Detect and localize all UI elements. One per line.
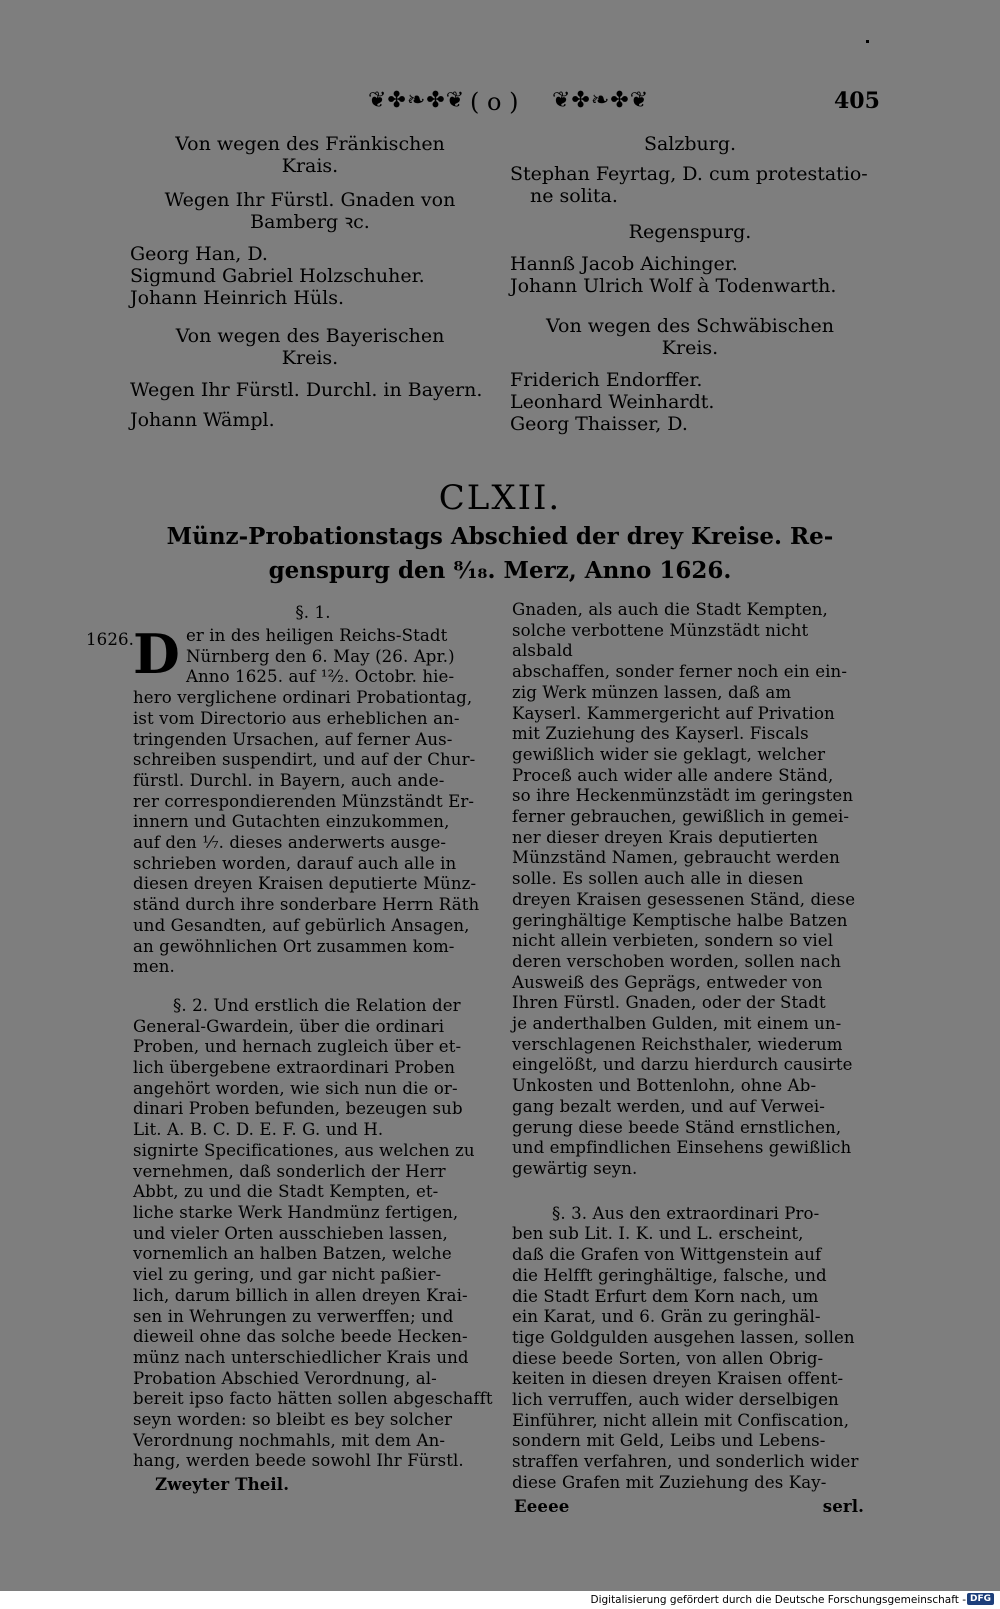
body-line: gewärtig seyn.: [512, 1158, 638, 1178]
body-line: lich verruffen, auch wider derselbigen: [512, 1390, 839, 1410]
header-ornament-left: ❦✤❧✤❦: [368, 88, 466, 113]
page-number: 405: [834, 88, 880, 114]
body-line: angehört worden, wie sich nun die or-: [133, 1078, 458, 1098]
body-line: §. 2. Und erstlich die Relation der: [173, 995, 461, 1015]
body-line: Anno 1625. auf ¹²⁄₂. Octobr. hie-: [185, 667, 455, 687]
body-line: je anderthalben Gulden, mit einem un-: [512, 1014, 842, 1034]
body-line: Ausweiß des Geprägs, entweder von: [512, 972, 823, 992]
body-line: §. 3. Aus den extraordinari Pro-: [552, 1203, 820, 1223]
signatory-name: Johann Heinrich Hüls.: [130, 287, 345, 309]
subheading-bamberg-line2: Bamberg ꝛc.: [250, 211, 370, 233]
signatory-name: Johann Wämpl.: [130, 409, 275, 431]
body-line: dieweil ohne das solche beede Hecken-: [133, 1327, 468, 1347]
body-line: die Stadt Erfurt dem Korn nach, um: [512, 1286, 819, 1306]
signature-mark: Eeeee: [514, 1495, 570, 1516]
dfg-logo-icon[interactable]: DFG: [967, 1593, 994, 1605]
body-line: Unkosten und Bottenlohn, ohne Ab-: [512, 1076, 817, 1096]
body-line: General-Gwardein, über die ordinari: [133, 1016, 445, 1036]
body-line: diese Grafen mit Zuziehung des Kay-: [512, 1472, 827, 1492]
body-line: münz nach unterschiedlicher Krais und: [133, 1347, 469, 1367]
signature-line: Zweyter Theil.: [155, 1474, 290, 1495]
section-1-label: §. 1.: [295, 603, 331, 622]
heading-regenspurg: Regenspurg.: [628, 221, 752, 243]
header-ornament-right: ❦✤❧✤❦: [552, 88, 650, 113]
body-line: viel zu gering, und gar nicht paßier-: [133, 1265, 442, 1285]
body-line: innern und Gutachten einzukommen,: [133, 812, 450, 832]
body-line: gewißlich wider sie geklagt, welcher: [512, 744, 826, 764]
body-line: auf den ¹⁄₇. dieses anderwerts ausge-: [133, 833, 447, 853]
heading-fraenkisch-line2: Krais.: [281, 155, 339, 177]
body-line: Abbt, zu und die Stadt Kempten, et-: [133, 1182, 439, 1202]
body-line: Proceß auch wider alle andere Ständ,: [512, 765, 834, 785]
body-line: keiten in diesen dreyen Kraisen offent-: [512, 1369, 844, 1389]
body-line: und Gesandten, auf gebürlich Ansagen,: [133, 915, 470, 935]
signatory-name: Stephan Feyrtag, D. cum protestatio-: [510, 163, 868, 185]
body-line: Gnaden, als auch die Stadt Kempten,: [512, 600, 828, 619]
body-line: Proben, und hernach zugleich über et-: [133, 1037, 462, 1057]
body-line: seyn worden: so bleibt es bey solcher: [133, 1410, 453, 1430]
body-line: an gewöhnlichen Ort zusammen kom-: [133, 936, 455, 956]
body-line: und empfindlichen Einsehens gewißlich: [512, 1138, 852, 1158]
right-signatories: [510, 133, 870, 435]
catchword: serl.: [822, 1495, 864, 1516]
body-line: geringhältige Kemptische halbe Batzen: [512, 910, 848, 930]
body-line: diesen dreyen Kraisen deputierte Münz-: [133, 874, 477, 894]
body-line: diese beede Sorten, von allen Obrig-: [512, 1348, 824, 1368]
body-line: Ihren Fürstl. Gnaden, oder der Stadt: [512, 993, 826, 1013]
body-line: rer correspondierenden Münzständt Er-: [133, 791, 475, 811]
body-line: dinari Proben befunden, bezeugen sub: [133, 1099, 463, 1119]
heading-bayerisch: Von wegen des Bayerischen: [175, 325, 445, 347]
body-line: schrieben worden, darauf auch alle in: [133, 853, 457, 873]
heading-bayerisch-line2: Kreis.: [281, 347, 339, 369]
body-line: bereit ipso facto hätten sollen abgeschafft: [133, 1389, 493, 1409]
body-line: er in des heiligen Reichs-Stadt: [185, 626, 448, 645]
body-line: Lit. A. B. C. D. E. F. G. und H.: [133, 1120, 384, 1140]
body-line: tringenden Ursachen, auf ferner Aus-: [133, 729, 453, 749]
signatory-name: Friderich Endorffer.: [510, 369, 703, 391]
body-line: verschlagenen Reichsthaler, wiederum: [512, 1034, 843, 1054]
body-line: Probation Abschied Verordnung, al-: [133, 1368, 437, 1388]
body-line: Kayserl. Kammergericht auf Privation: [512, 703, 835, 723]
body-line: Münzständ Namen, gebraucht werden: [512, 848, 840, 868]
signatory-name-cont: ne solita.: [530, 185, 618, 207]
body-line: hero verglichene ordinari Probationtag,: [133, 688, 473, 708]
body-line: abschaffen, sonder ferner noch ein ein-: [512, 662, 848, 682]
chapter-title-line2: genspurg den ⁸⁄₁₈. Merz, Anno 1626.: [268, 557, 732, 584]
signatory-name: Sigmund Gabriel Holzschuher.: [130, 265, 425, 287]
body-line: liche starke Werk Handmünz fertigen,: [133, 1202, 459, 1222]
heading-schwaebisch: Von wegen des Schwäbischen: [546, 315, 834, 337]
body-line: men.: [133, 957, 175, 977]
body-line: hang, werden beede sowohl Ihr Fürstl.: [133, 1451, 464, 1471]
running-head: ( o ): [470, 88, 519, 116]
body-line: ferner gebrauchen, gewißlich in gemei-: [512, 807, 850, 827]
signatory-name: Georg Thaisser, D.: [510, 413, 688, 435]
body-line: die Helfft geringhältige, falsche, und: [512, 1265, 827, 1285]
body-line: fürstl. Durchl. in Bayern, auch ande-: [133, 770, 445, 790]
subheading-bayern: Wegen Ihr Fürstl. Durchl. in Bayern.: [130, 379, 483, 401]
signatory-name: Hannß Jacob Aichinger.: [510, 253, 738, 275]
body-line: solche verbottene Münzstädt nicht alsbald: [512, 620, 809, 661]
drop-cap: D: [133, 622, 180, 686]
body-line: solle. Es sollen auch alle in diesen: [512, 869, 804, 889]
body-line: gerung diese beede Ständ ernstlichen,: [512, 1117, 842, 1137]
body-line: sondern mit Geld, Leibs und Lebens-: [512, 1431, 826, 1451]
subheading-bamberg: Wegen Ihr Fürstl. Gnaden von: [164, 189, 456, 211]
body-line: sen in Wehrungen zu verwerffen; und: [133, 1306, 454, 1326]
body-line: lich übergebene extraordinari Proben: [133, 1058, 456, 1078]
body-line: und vieler Orten ausschieben lassen,: [133, 1223, 448, 1243]
body-line: ben sub Lit. I. K. und L. erscheint,: [512, 1224, 804, 1244]
body-line: so ihre Heckenmünzstädt im geringsten: [512, 786, 854, 806]
body-line: ständ durch ihre sonderbare Herrn Räth: [133, 895, 480, 915]
body-line: mit Zuziehung des Kayserl. Fiscals: [512, 724, 809, 744]
body-line: vornemlich an halben Batzen, welche: [133, 1244, 452, 1264]
body-line: zig Werk münzen lassen, daß am: [512, 682, 792, 702]
heading-schwaebisch-line2: Kreis.: [661, 337, 719, 359]
body-line: signirte Specificationes, aus welchen zu: [133, 1140, 475, 1160]
body-line: vernehmen, daß sonderlich der Herr: [133, 1161, 446, 1181]
body-line: Nürnberg den 6. May (26. Apr.): [185, 646, 455, 666]
margin-year: 1626.: [86, 630, 135, 649]
body-line: tige Goldgulden ausgehen lassen, sollen: [512, 1327, 855, 1347]
chapter-title-line1: Münz-Probationstags Abschied der drey Kreise. Re-: [166, 523, 834, 550]
body-line: straffen verfahren, und sonderlich wider: [512, 1452, 859, 1472]
body-line: nicht allein verbieten, sondern so viel: [512, 931, 834, 951]
digitization-credit-bar: [0, 1591, 1000, 1609]
scan-speck: [866, 40, 869, 43]
heading-salzburg: Salzburg.: [643, 133, 737, 155]
page-foot: [512, 1496, 874, 1518]
signatory-name: Georg Han, D.: [130, 243, 268, 265]
body-line: Verordnung nochmahls, mit dem An-: [133, 1430, 446, 1450]
body-line: dreyen Kraisen gesessenen Ständ, diese: [512, 889, 856, 909]
signatory-name: Johann Ulrich Wolf à Todenwarth.: [510, 275, 837, 297]
heading-fraenkisch: Von wegen des Fränkischen: [175, 133, 445, 155]
body-line: schreiben suspendirt, und auf der Chur-: [133, 750, 476, 770]
left-signatories: [130, 133, 490, 431]
left-body-column: [133, 600, 493, 1495]
body-line: Einführer, nicht allein mit Confiscation,: [512, 1410, 850, 1430]
body-line: daß die Grafen von Wittgenstein auf: [512, 1245, 822, 1265]
body-line: deren verschoben worden, sollen nach: [512, 951, 842, 971]
chapter-number: CLXII.: [438, 478, 562, 518]
digitization-credit: Digitalisierung gefördert durch die Deutsche Forschungsgemeinschaft -: [590, 1594, 966, 1606]
body-line: lich, darum billich in allen dreyen Krai-: [133, 1285, 468, 1305]
signatory-name: Leonhard Weinhardt.: [510, 391, 715, 413]
body-line: gang bezalt werden, und auf Verwei-: [512, 1096, 825, 1116]
body-line: ein Karat, und 6. Grän zu geringhäl-: [512, 1307, 821, 1327]
body-line: ist vom Directorio aus erheblichen an-: [133, 708, 460, 728]
body-line: eingelößt, und darzu hierdurch causirte: [512, 1055, 853, 1075]
right-body-column: [512, 600, 874, 1518]
body-line: ner dieser dreyen Krais deputierten: [512, 827, 819, 847]
